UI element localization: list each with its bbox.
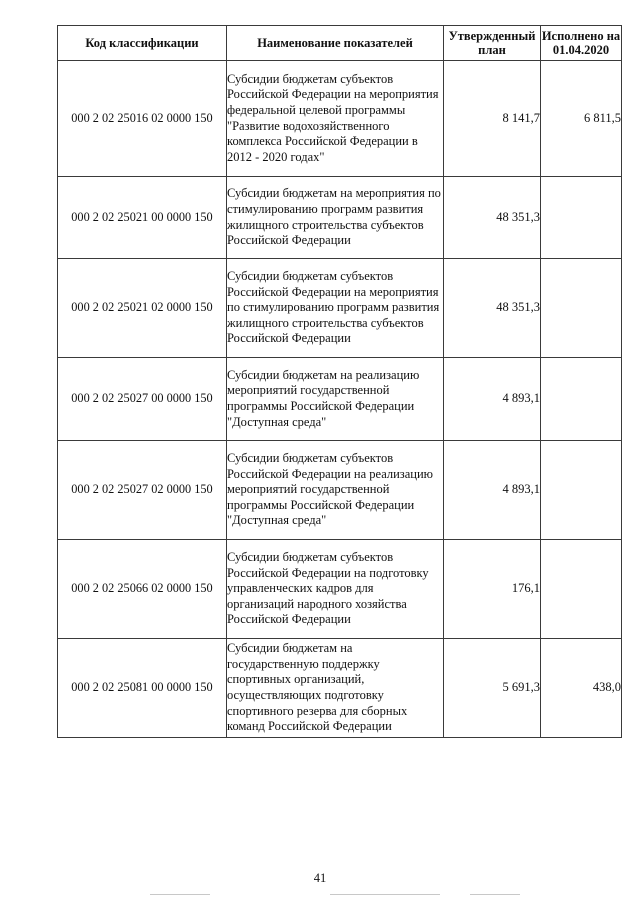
cell-name: Субсидии бюджетам на мероприятия по стимулированию программ развития жилищного строительства субъектов Российской Федерации [227, 177, 444, 259]
table-row [58, 540, 622, 639]
header-code: Код классификации [58, 26, 227, 61]
cell-plan: 5 691,3 [444, 639, 541, 738]
cell-done [541, 358, 622, 441]
cell-code: 000 2 02 25066 02 0000 150 [58, 540, 227, 639]
cell-code: 000 2 02 25021 02 0000 150 [58, 259, 227, 358]
cell-code: 000 2 02 25016 02 0000 150 [58, 61, 227, 177]
header-done: Исполнено на 01.04.2020 [541, 26, 622, 61]
cell-done [541, 441, 622, 540]
cell-done [541, 259, 622, 358]
cell-name: Субсидии бюджетам субъектов Российской Федерации на подготовку управленческих кадров для организаций народного хозяйства Российской Федерации [227, 540, 444, 639]
scan-artifact [330, 894, 440, 895]
cell-done: 438,0 [541, 639, 622, 738]
cell-code: 000 2 02 25027 02 0000 150 [58, 441, 227, 540]
table-row [58, 259, 622, 358]
table-row [58, 639, 622, 738]
cell-done [541, 540, 622, 639]
cell-code: 000 2 02 25081 00 0000 150 [58, 639, 227, 738]
cell-name: Субсидии бюджетам субъектов Российской Федерации на мероприятия федеральной целевой программы "Развитие водохозяйственного комплекса Российской Федерации в 2012 - 2020 годах" [227, 61, 444, 177]
cell-plan: 4 893,1 [444, 441, 541, 540]
cell-name: Субсидии бюджетам субъектов Российской Федерации на мероприятия по стимулированию программ развития жилищного строительства субъектов Российской Федерации [227, 259, 444, 358]
cell-plan: 48 351,3 [444, 259, 541, 358]
table-row [58, 61, 622, 177]
cell-plan: 4 893,1 [444, 358, 541, 441]
cell-code: 000 2 02 25021 00 0000 150 [58, 177, 227, 259]
table-row [58, 358, 622, 441]
header-plan: Утвержденный план [444, 26, 541, 61]
cell-plan: 176,1 [444, 540, 541, 639]
page-number: 41 [313, 871, 327, 885]
cell-name: Субсидии бюджетам субъектов Российской Федерации на реализацию мероприятий государственной программы Российской Федерации "Доступная среда" [227, 441, 444, 540]
cell-plan: 8 141,7 [444, 61, 541, 177]
cell-done: 6 811,5 [541, 61, 622, 177]
cell-done [541, 177, 622, 259]
cell-plan: 48 351,3 [444, 177, 541, 259]
table-row [58, 441, 622, 540]
cell-name: Субсидии бюджетам на государственную поддержку спортивных организаций, осуществляющих подготовку спортивного резерва для сборных команд Российской Федерации [227, 639, 444, 738]
scan-artifact [470, 894, 520, 895]
table-header-row [58, 26, 622, 61]
scan-artifact [150, 894, 210, 895]
cell-code: 000 2 02 25027 00 0000 150 [58, 358, 227, 441]
budget-table [57, 25, 622, 738]
header-name: Наименование показателей [227, 26, 444, 61]
cell-name: Субсидии бюджетам на реализацию мероприятий государственной программы Российской Федерации "Доступная среда" [227, 358, 444, 441]
table-row [58, 177, 622, 259]
